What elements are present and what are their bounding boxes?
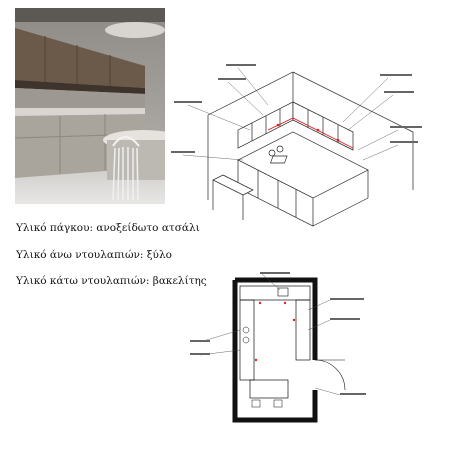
- kitchen-floor-plan: [190, 270, 370, 440]
- lower-cabinets-material-label: Υλικό κάτω ντουλαπιών: βακελίτης: [16, 275, 207, 287]
- kitchen-reference-photo: [15, 8, 165, 204]
- isometric-kitchen-drawing: [168, 60, 438, 230]
- countertop-material-label: Υλικό πάγκου: ανοξείδωτο ατσάλι: [16, 222, 200, 234]
- upper-cabinets-material-label: Υλικό άνω ντουλαπιών: ξύλο: [16, 249, 172, 261]
